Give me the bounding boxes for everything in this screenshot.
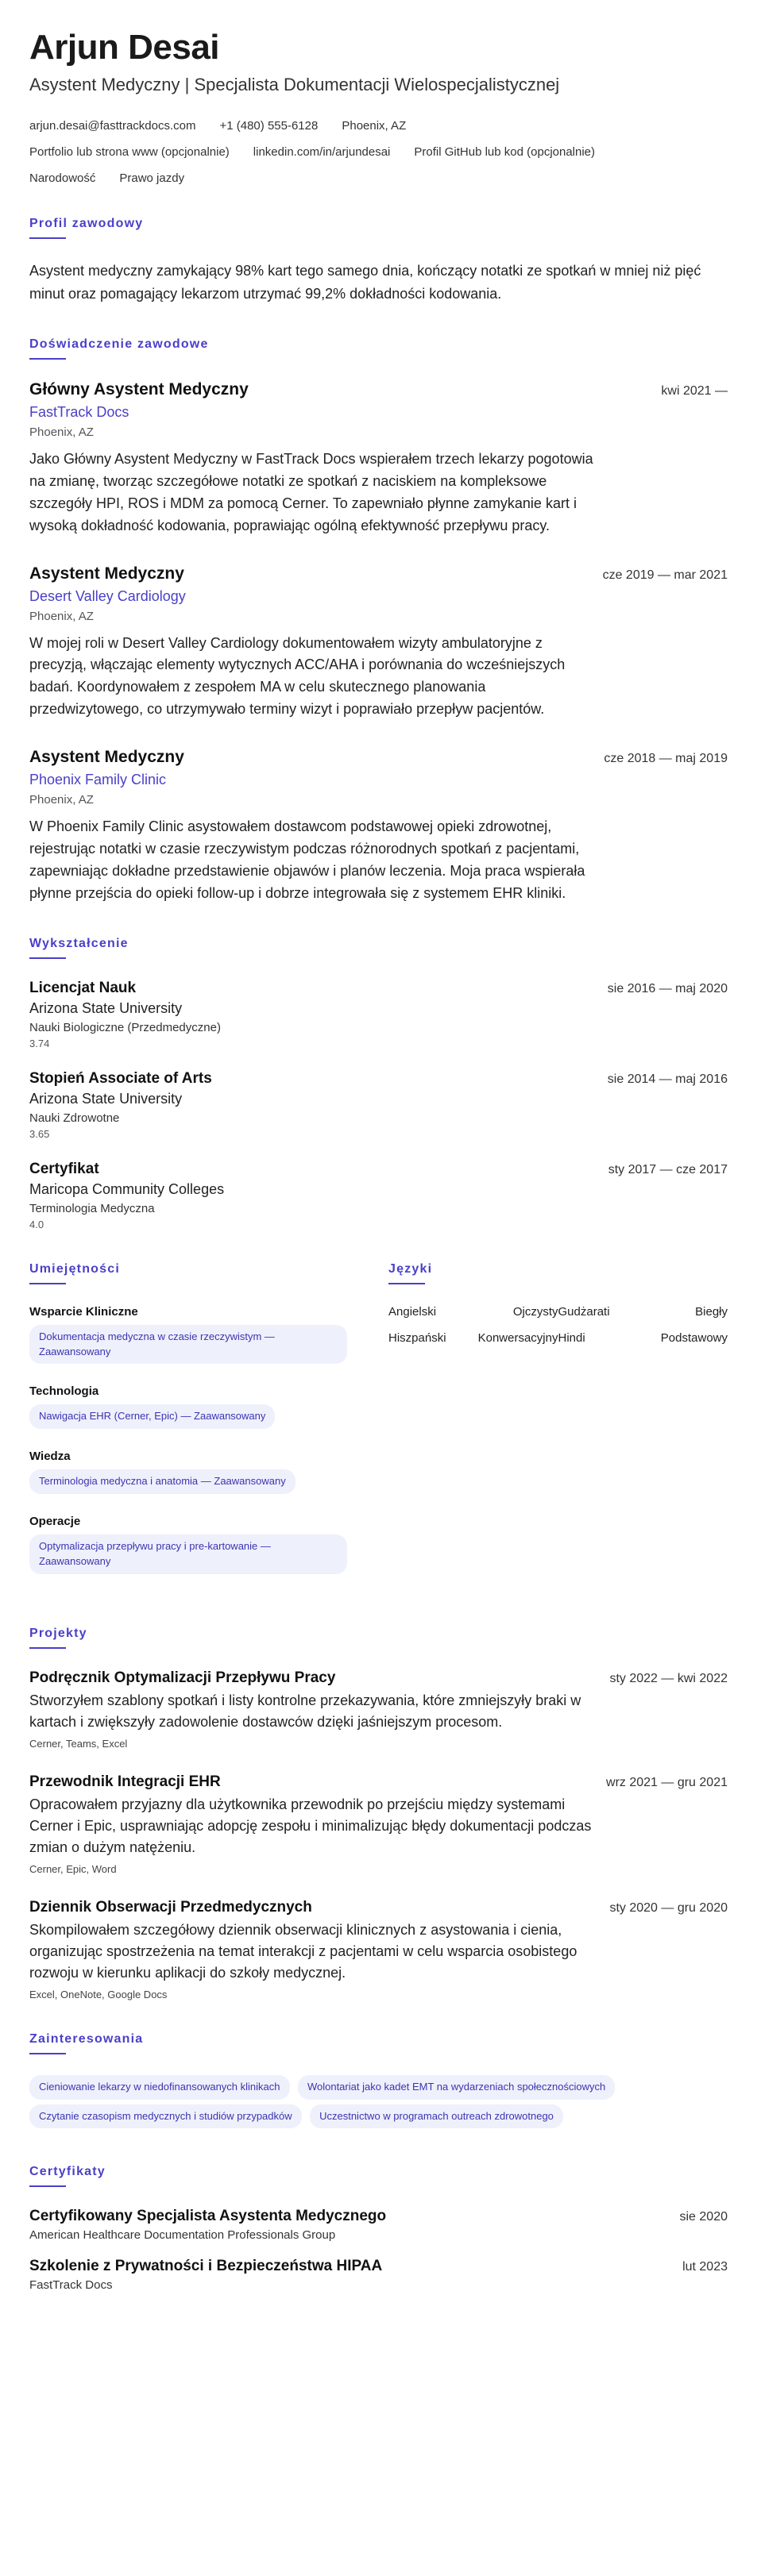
job-dates: cze 2018 — maj 2019 <box>604 752 728 766</box>
languages-list <box>388 1305 728 1345</box>
language-name: Gudżarati <box>558 1304 610 1319</box>
certification-date: lut 2023 <box>682 2260 728 2274</box>
skill-group <box>29 1384 357 1434</box>
section-title: Doświadczenie zawodowe <box>29 337 209 351</box>
section-divider <box>29 2185 66 2187</box>
education-dates: sie 2014 — maj 2016 <box>607 1072 728 1086</box>
project-description: Skompilowałem szczegółowy dziennik obserwacji klinicznych z asystowania i cienia, organizując spostrzeżenia na temat interakcji z pacjentami w celu wsparcia osobistego rozwoju w kierunku aplikacji do szkoły medycznej. <box>29 1921 577 1981</box>
job-title: Asystent Medyczny <box>29 564 184 583</box>
skill-group <box>29 1305 357 1369</box>
section-title: Języki <box>388 1261 433 1276</box>
language-name: Angielski <box>388 1304 437 1319</box>
certifications-section <box>29 2165 728 2292</box>
job-description: W mojej roli w Desert Valley Cardiology dokumentowałem wizyty ambulatoryjne z precyzją, włączając elementy wytycznych ACC/AHA i porównania do wcześniejszych badań. Koordynowałem z zespołem MA w celu skutecznego planowania przedwizytowego, co utrzymywało terminy wizyt i poprawiało przepływ pacjentów. <box>29 634 566 718</box>
job-dates: kwi 2021 — <box>661 383 728 398</box>
experience-section <box>29 337 728 905</box>
skill-category: Wiedza <box>29 1450 71 1464</box>
school-name: Arizona State University <box>29 999 183 1016</box>
skill-category: Technologia <box>29 1384 99 1399</box>
languages-section <box>388 1262 728 1595</box>
education-dates: sie 2016 — maj 2020 <box>607 981 728 995</box>
github-link[interactable]: Profil GitHub lub kod (opcjonalnie) <box>414 145 596 160</box>
contact-location: Phoenix, AZ <box>342 119 407 133</box>
candidate-title: Asystent Medyczny | Specjalista Dokumentacji Wielospecjalistycznej <box>29 75 560 95</box>
skill-chip: Terminologia medyczna i anatomia — Zaawansowany <box>29 1469 295 1494</box>
section-divider <box>29 358 66 360</box>
gpa: 3.74 <box>29 1037 50 1049</box>
job-description: W Phoenix Family Clinic asystowałem dostawcom podstawowej opieki zdrowotnej, rejestrując notatki w czasie rzeczywistym podczas różnorodnych spotkań z pacjentami, zapewniając dokładne przedstawienie objawów i planów leczenia. Moja praca wspierała płynne przejścia do opieki follow-up i dobrze integrowała się z systemem EHR kliniki. <box>29 818 585 901</box>
interests-section <box>29 2032 728 2134</box>
degree-title: Licencjat Nauk <box>29 979 137 996</box>
skill-group <box>29 1515 357 1579</box>
section-title: Projekty <box>29 1626 87 1640</box>
degree-title: Certyfikat <box>29 1160 99 1177</box>
license-field: Prawo jazdy <box>119 171 185 186</box>
project-dates: sty 2020 — gru 2020 <box>609 1900 728 1915</box>
language-name: Hindi <box>558 1330 585 1345</box>
experience-entry <box>29 380 728 537</box>
skills-section <box>29 1262 357 1595</box>
job-title: Główny Asystent Medyczny <box>29 379 249 399</box>
portfolio-link[interactable]: Portfolio lub strona www (opcjonalnie) <box>29 145 230 160</box>
degree-title: Stopień Associate of Arts <box>29 1069 212 1087</box>
linkedin-link[interactable]: linkedin.com/in/arjundesai <box>253 145 391 160</box>
gpa: 4.0 <box>29 1218 44 1230</box>
job-location: Phoenix, AZ <box>29 793 94 807</box>
project-tech: Cerner, Teams, Excel <box>29 1737 128 1750</box>
interest-chip: Wolontariat jako kadet EMT na wydarzeniach społecznościowych <box>298 2075 615 2100</box>
contact-email[interactable]: arjun.desai@fasttrackdocs.com <box>29 119 196 133</box>
interests-list <box>29 2075 728 2134</box>
field-of-study: Nauki Zdrowotne <box>29 1111 120 1125</box>
project-title: Podręcznik Optymalizacji Przepływu Pracy <box>29 1669 336 1686</box>
skill-chip: Nawigacja EHR (Cerner, Epic) — Zaawansowany <box>29 1404 275 1429</box>
project-description: Stworzyłem szablony spotkań i listy kontrolne przekazywania, które zmniejszyły braki w kartach i zwiększyły zadowolenie dostawców dzięki jaśniejszym procesom. <box>29 1692 581 1730</box>
contact-phone[interactable]: +1 (480) 555-6128 <box>219 119 319 133</box>
skill-category: Wsparcie Kliniczne <box>29 1304 138 1319</box>
section-divider <box>29 957 66 959</box>
project-description: Opracowałem przyjazny dla użytkownika przewodnik po przejściu między systemami Cerner i Epic, usprawniając adopcję zespołu i minimalizując błędy dokumentacji podczas zmian o dużym natężeniu. <box>29 1796 592 1855</box>
language-level: Ojczysty <box>512 1304 558 1319</box>
certification-entry <box>29 2258 728 2292</box>
nationality-field: Narodowość <box>29 171 96 186</box>
links-row <box>29 145 728 159</box>
projects-section <box>29 1627 728 2000</box>
field-of-study: Nauki Biologiczne (Przedmedyczne) <box>29 1020 221 1034</box>
experience-entry <box>29 748 728 905</box>
candidate-name: Arjun Desai <box>29 28 220 67</box>
skills-languages-row <box>29 1262 728 1595</box>
education-entry <box>29 1070 728 1140</box>
certification-title: Certyfikowany Specjalista Asystenta Medycznego <box>29 2208 387 2225</box>
skill-chip: Optymalizacja przepływu pracy i pre-kartowanie — Zaawansowany <box>29 1534 347 1574</box>
certification-entry <box>29 2208 728 2242</box>
profile-summary: Asystent medyczny zamykający 98% kart tego samego dnia, kończący notatki ze spotkań w mniej niż pięć minut oraz pomagający lekarzom utrzymać 99,2% dokładności kodowania. <box>29 263 701 302</box>
project-entry <box>29 1669 728 1750</box>
certification-issuer: FastTrack Docs <box>29 2278 113 2293</box>
section-divider <box>29 1283 66 1284</box>
section-title: Umiejętności <box>29 1261 120 1276</box>
language-level: Konwersacyjny <box>477 1330 558 1345</box>
skill-category: Operacje <box>29 1515 81 1529</box>
job-location: Phoenix, AZ <box>29 425 94 439</box>
gpa: 3.65 <box>29 1127 50 1140</box>
certification-issuer: American Healthcare Documentation Professionals Group <box>29 2228 336 2243</box>
experience-entry <box>29 564 728 722</box>
section-title: Wykształcenie <box>29 936 129 950</box>
school-name: Maricopa Community Colleges <box>29 1180 225 1197</box>
interest-chip: Czytanie czasopism medycznych i studiów przypadków <box>29 2104 302 2129</box>
section-divider <box>29 2053 66 2054</box>
school-name: Arizona State University <box>29 1090 183 1107</box>
field-of-study: Terminologia Medyczna <box>29 1201 155 1215</box>
education-dates: sty 2017 — cze 2017 <box>608 1162 728 1176</box>
contact-row <box>29 119 728 133</box>
job-title: Asystent Medyczny <box>29 748 184 767</box>
education-section <box>29 937 728 1230</box>
section-title: Certyfikaty <box>29 2165 106 2179</box>
project-title: Przewodnik Integracji EHR <box>29 1773 221 1790</box>
section-title: Profil zawodowy <box>29 217 144 231</box>
project-entry <box>29 1899 728 2000</box>
skill-chip: Dokumentacja medyczna w czasie rzeczywistym — Zaawansowany <box>29 1325 347 1365</box>
education-entry <box>29 980 728 1049</box>
project-entry <box>29 1773 728 1875</box>
section-divider <box>29 237 66 239</box>
certification-title: Szkolenie z Prywatności i Bezpieczeństwa HIPAA <box>29 2258 383 2275</box>
project-tech: Excel, OneNote, Google Docs <box>29 1988 168 2000</box>
employer-link[interactable]: FastTrack Docs <box>29 403 129 420</box>
section-divider <box>388 1283 425 1284</box>
language-name: Hiszpański <box>388 1330 446 1345</box>
project-dates: wrz 2021 — gru 2021 <box>606 1775 728 1789</box>
job-description: Jako Główny Asystent Medyczny w FastTrack Docs wspierałem trzech lekarzy pogotowia na zmianę, tworząc szczegółowe notatki ze spotkań z naciskiem na kompleksowe szczegóły HPI, ROS i MDM za pomocą Cerner. To zapewniało płynne zamykanie kart i wysoką dokładność kodowania, poprawiając ogólną efektywność przepływu pracy. <box>29 450 593 533</box>
resume-header <box>29 29 728 185</box>
personal-row <box>29 171 728 185</box>
language-level: Podstawowy <box>660 1330 728 1345</box>
interest-chip: Cieniowanie lekarzy w niedofinansowanych klinikach <box>29 2075 290 2100</box>
job-dates: cze 2019 — mar 2021 <box>602 568 728 582</box>
job-location: Phoenix, AZ <box>29 609 94 623</box>
employer-link[interactable]: Phoenix Family Clinic <box>29 772 167 788</box>
certification-date: sie 2020 <box>679 2210 728 2224</box>
interest-chip: Uczestnictwo w programach outreach zdrowotnego <box>310 2104 563 2129</box>
language-level: Biegły <box>695 1304 728 1319</box>
profile-section <box>29 217 728 306</box>
project-tech: Cerner, Epic, Word <box>29 1862 117 1875</box>
education-entry <box>29 1161 728 1230</box>
project-title: Dziennik Obserwacji Przedmedycznych <box>29 1898 312 1916</box>
project-dates: sty 2022 — kwi 2022 <box>609 1671 728 1685</box>
skill-group <box>29 1450 357 1499</box>
section-divider <box>29 1647 66 1649</box>
section-title: Zainteresowania <box>29 2031 144 2046</box>
employer-link[interactable]: Desert Valley Cardiology <box>29 587 186 604</box>
